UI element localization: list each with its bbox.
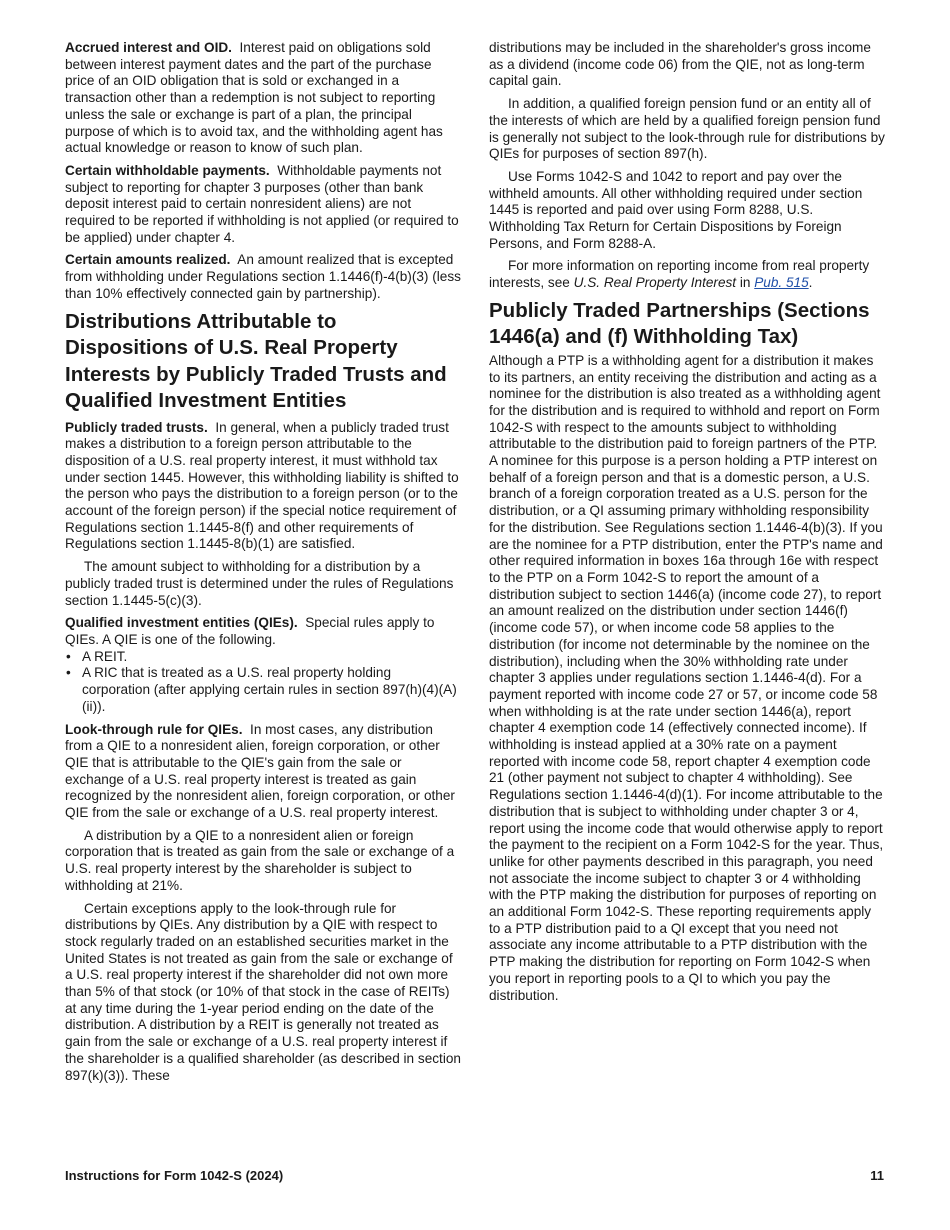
amounts-realized-lead: Certain amounts realized.	[65, 252, 231, 268]
exceptions-paragraph: Certain exceptions apply to the look-through rule for distributions by QIEs. Any distribution by a QIE with respect to stock regularly traded on an established securities market in the United States is not treated as gain from the sale or exchange of a U.S. real property interest if the shareholder did not own more than 5% of that stock (or 10% of that stock in the case of REITs) at any time during the 1-year period ending on the date of the distribution. A distribution by a REIT is generally not treated as gain from the sale or exchange of a U.S. real property interest if the shareholder is a qualified shareholder (as described in section 897(k)(3)). These	[65, 900, 461, 1083]
publicly-traded-trusts-text: In general, when a publicly traded trust makes a distribution to a foreign person attributable to the disposition of a U.S. real property interest, it must withhold tax under section 1445. However, this withholding liability is shifted to the person who pays the distribution to a foreign person (or to the account of the foreign person) if the special notice requirement of Regulations section 1.1445-8(f) and other requirements of Regulations section 1.1445-8(b)(1) are satisfied.	[65, 419, 459, 552]
left-column	[65, 40, 462, 1090]
withholdable-payments-paragraph	[65, 163, 462, 247]
amounts-realized-text: An amount realized that is excepted from withholding under Regulations section 1.1446(f)-4(b)(3) (less than 10% effectively connected gain by partnership).	[65, 252, 461, 301]
accrued-interest-lead: Accrued interest and OID.	[65, 40, 232, 55]
more-info-paragraph	[489, 258, 885, 291]
qie-bullet-list	[65, 649, 462, 716]
withholdable-payments-text: Withholdable payments not subject to reporting for chapter 3 purposes (other than bank deposit interest paid to certain nonresident aliens) are not required to be reported if withholding is not applied (or required to be applied) under chapter 4.	[65, 162, 459, 245]
pension-fund-paragraph: In addition, a qualified foreign pension fund or an entity all of the interests of which are held by a qualified foreign pension fund is generally not subject to the look-through rule for distributions by QIEs for purposes of section 897(h).	[489, 96, 885, 162]
use-forms-paragraph: Use Forms 1042-S and 1042 to report and pay over the withheld amounts. All other withholding required under section 1445 is reported and paid over using Form 8288, U.S. Withholding Tax Return for Certain Dispositions by Foreign Persons, and Form 8288-A.	[489, 168, 863, 251]
qie-bullet-ric: A RIC that is treated as a U.S. real property holding corporation (after applying certain rules in section 897(h)(4)(A)(ii)).	[82, 665, 457, 714]
list-item	[65, 665, 462, 715]
publicly-traded-trusts-paragraph	[65, 420, 462, 554]
footer-title: Instructions for Form 1042-S (2024)	[65, 1168, 284, 1183]
list-item	[65, 649, 462, 666]
more-info-text: For more information on reporting income from real property interests, see	[489, 258, 870, 291]
accrued-interest-paragraph	[65, 40, 462, 157]
more-info-in: in	[739, 275, 751, 291]
ptp-paragraph: Although a PTP is a withholding agent for a distribution it makes to its partners, an entity receiving the distribution and acting as a nominee for the distribution is also treated as a withholding agent for the distribution and is required to withhold and report on Form 1042-S with respect to the amounts subject to withholding attributable to the distribution paid to foreign partners of the PTP. A nominee for this purpose is a person holding a PTP interest on behalf of a foreign person and that is a domestic person, a U.S. branch of a foreign corporation treated as a U.S. person for the distribution, or a QI assuming primary withholding responsibility for the distribution. See Regulations section 1.1446-4(b)(3). If you are the nominee for a PTP distribution, enter the PTP's name and other required information in boxes 16a through 16e with respect to the PTP on a Form 1042-S to report the amount of a distribution subject to section 1446(a) (income code 27), to report an amount realized on the distribution under section 1446(f) (income code 57), or when income code 58 applies to the distribution (for income not determinable by the nominee on the distribution), including when the 30% withholding rate under chapter 3 applies under regulations section 1.1446-4(d). For a payment reported with income code 27 or 57, or income code 58 when withholding is at the rate under section 1446(a), report chapter 4 exemption code 14 (effectively connected income). If withholding is instead applied at a 30% rate on a payment reported with income code 58, report chapter 4 exemption code 21 (other payment not subject to chapter 4 withholding). See Regulations section 1.1446-4(d)(1). For income attributable to the distribution that is subject to withholding under chapter 3 or 4, report using the income code that would otherwise apply to report the payment to the recipient on a Form 1042-S for the year. Thus, unlike for other payments described in this paragraph, you need not associate the income subject to chapter 3 or 4 withholding with the PTP making the distribution for purposes of reporting on an additional Form 1042-S. These reporting requirements apply to a PTP distribution paid to a QI except that you need not associate any income attributable to a PTP distribution with the PTP making the distribution for reporting on Form 1042-S when you report in reporting pools to a QI to which you pay the distribution.	[489, 352, 884, 1003]
more-info-topic: U.S. Real Property Interest	[573, 275, 737, 291]
look-through-lead: Look-through rule for QIEs.	[65, 721, 243, 737]
publicly-traded-trusts-lead: Publicly traded trusts.	[65, 419, 208, 435]
continuation-paragraph: distributions may be included in the shareholder's gross income as a dividend (income code 06) from the QIE, not as long-term capital gain.	[489, 40, 871, 89]
page-number: 11	[870, 1168, 884, 1183]
withholdable-payments-lead: Certain withholdable payments.	[65, 162, 270, 178]
qie-paragraph	[65, 615, 462, 648]
pub-515-link[interactable]: Pub. 515	[754, 275, 809, 291]
qie-bullet-reit: A REIT.	[82, 648, 128, 664]
bullet-icon: •	[66, 665, 71, 681]
amount-subject-paragraph: The amount subject to withholding for a distribution by a publicly traded trust is determined under the rules of Regulations section 1.1445-5(c)(3).	[65, 559, 454, 608]
look-through-text: In most cases, any distribution from a QIE to a nonresident alien, foreign corporation, or other QIE that is attributable to the QIE's gain from the sale or exchange of a U.S. real property interest is treated as gain recognized by the nonresident alien, foreign corporation, or other QIE from the sale or exchange of a U.S. real property interest.	[65, 721, 455, 821]
amounts-realized-paragraph	[65, 252, 462, 302]
distribution-by-qie-paragraph: A distribution by a QIE to a nonresident alien or foreign corporation that is treated as gain from the sale or exchange of a U.S. real property interest by the shareholder is subject to withholding at 21%.	[65, 827, 455, 893]
more-info-period: .	[808, 275, 813, 291]
section-heading-distributions: Distributions Attributable to Dispositions of U.S. Real Property Interests by Publicly Traded Trusts and Qualified Investment Entities	[65, 309, 447, 413]
qie-lead: Qualified investment entities (QIEs).	[65, 615, 298, 631]
bullet-icon: •	[66, 648, 71, 664]
accrued-interest-text: Interest paid on obligations sold between interest payment dates and the part of the purchase price of an OID obligation that is sold or exchanged in a transaction other than a redemption is not subject to reporting unless the sale or exchange is part of a plan, the principal purpose of which is to avoid tax, and the withholding agent has actual knowledge or reason to know of such plan.	[65, 40, 443, 156]
section-heading-ptp: Publicly Traded Partnerships (Sections 1446(a) and (f) Withholding Tax)	[489, 298, 870, 349]
right-column	[489, 40, 885, 1010]
qie-text: Special rules apply to QIEs. A QIE is one of the following.	[65, 615, 435, 647]
look-through-paragraph	[65, 722, 462, 822]
